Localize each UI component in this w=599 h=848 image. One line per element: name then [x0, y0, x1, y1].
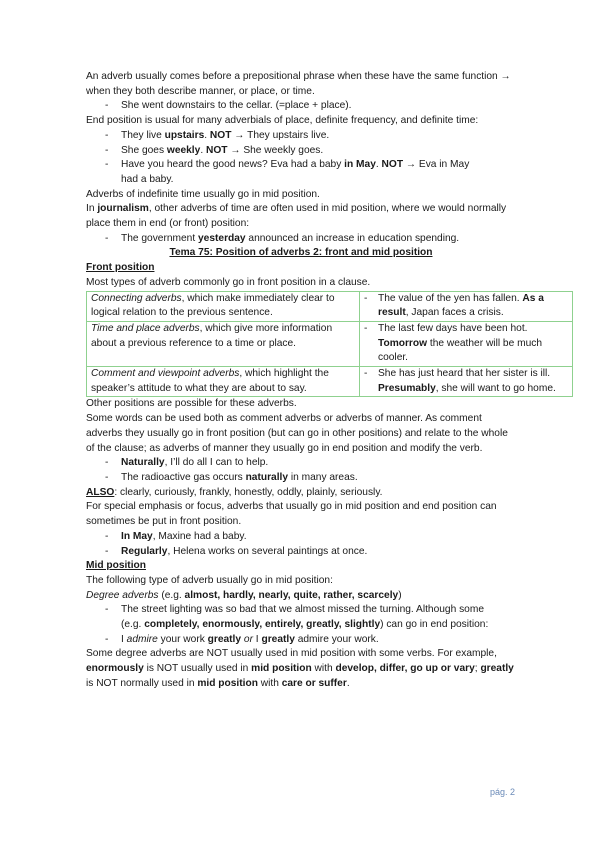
- example-list: [86, 232, 516, 247]
- list-item: - In May, Maxine had a baby.: [86, 530, 516, 545]
- paragraph: Some degree adverbs are NOT usually used in mid position with some verbs. For example, enormously is NOT usually used in mid position with develop, differ, go up or vary; greatly is NOT normally used in mid position with care or suffer.: [86, 648, 514, 689]
- front-position-heading: Front position: [86, 262, 155, 274]
- paragraph: In journalism, other adverbs of time are often used in mid position, where we would normally place them in end (or front) position:: [86, 203, 507, 230]
- list-item: - They live upstairs. NOT → They upstairs live.: [86, 129, 516, 144]
- document-body: [86, 70, 556, 692]
- list-item: - The street lighting was so bad that we almost missed the turning. Although some (e.g. completely, enormously, entirely, greatly, slightly) can go in end position:: [86, 603, 516, 632]
- paragraph: Other positions are possible for these adverbs.: [86, 398, 297, 410]
- paragraph: End position is usual for many adverbials of place, definite frequency, and definite time:: [86, 115, 479, 127]
- table-cell-example: - She has just heard that her sister is ill. Presumably, she will want to go home.: [360, 367, 573, 397]
- paragraph: ALSO: clearly, curiously, frankly, honestly, oddly, plainly, seriously.: [86, 486, 383, 498]
- list-item: - The radioactive gas occurs naturally in many areas.: [86, 471, 516, 486]
- table-row: [87, 367, 573, 397]
- table-cell-type: Connecting adverbs, which make immediately clear to logical relation to the previous sentence.: [87, 291, 360, 321]
- paragraph: Degree adverbs (e.g. almost, hardly, nearly, quite, rather, scarcely): [86, 589, 402, 601]
- section-title: Tema 75: Position of adverbs 2: front and mid position: [169, 247, 433, 259]
- paragraph: An adverb usually comes before a prepositional phrase when these have the same function → when they both describe manner, or place, or time.: [86, 71, 511, 97]
- list-item: - The government yesterday announced an increase in education spending.: [86, 232, 516, 247]
- list-item: - She goes weekly. NOT → She weekly goes.: [86, 144, 516, 159]
- table-cell-type: Time and place adverbs, which give more information about a previous reference to a time or place.: [87, 321, 360, 366]
- adverb-types-table: [86, 291, 573, 398]
- table-row: [87, 291, 573, 321]
- list-item: - I admire your work greatly or I greatly admire your work.: [86, 633, 516, 648]
- example-list: [86, 530, 516, 559]
- paragraph: For special emphasis or focus, adverbs that usually go in mid position and end position can sometimes be put in front position.: [86, 501, 497, 528]
- example-list: [86, 456, 516, 485]
- paragraph: The following type of adverb usually go in mid position:: [86, 574, 333, 586]
- page-number: pág. 2: [489, 787, 515, 797]
- table-cell-example: - The last few days have been hot. Tomorrow the weather will be much cooler.: [360, 321, 573, 366]
- mid-position-heading: Mid position: [86, 560, 146, 572]
- list-item: - Have you heard the good news? Eva had a baby in May. NOT → Eva in May had a baby.: [86, 158, 516, 187]
- list-item: - Naturally, I’ll do all I can to help.: [86, 456, 516, 471]
- table-cell-example: - The value of the yen has fallen. As a result, Japan faces a crisis.: [360, 291, 573, 321]
- example-list: [86, 129, 516, 188]
- paragraph: Some words can be used both as comment adverbs or adverbs of manner. As comment adverbs they usually go in front position (but can go in other positions) and relate to the whole of the clause; as adverbs of manner they usually go in end position and modify the verb.: [86, 413, 508, 454]
- table-row: [87, 321, 573, 366]
- table-cell-type: Comment and viewpoint adverbs, which highlight the speaker’s attitude to what they are about to say.: [87, 367, 360, 397]
- example-list: [86, 603, 516, 647]
- example-list: [86, 99, 516, 114]
- list-item: - She went downstairs to the cellar. (=place + place).: [86, 99, 516, 114]
- paragraph: Most types of adverb commonly go in front position in a clause.: [86, 276, 371, 288]
- list-item: - Regularly, Helena works on several paintings at once.: [86, 545, 516, 560]
- paragraph: Adverbs of indefinite time usually go in mid position.: [86, 188, 320, 200]
